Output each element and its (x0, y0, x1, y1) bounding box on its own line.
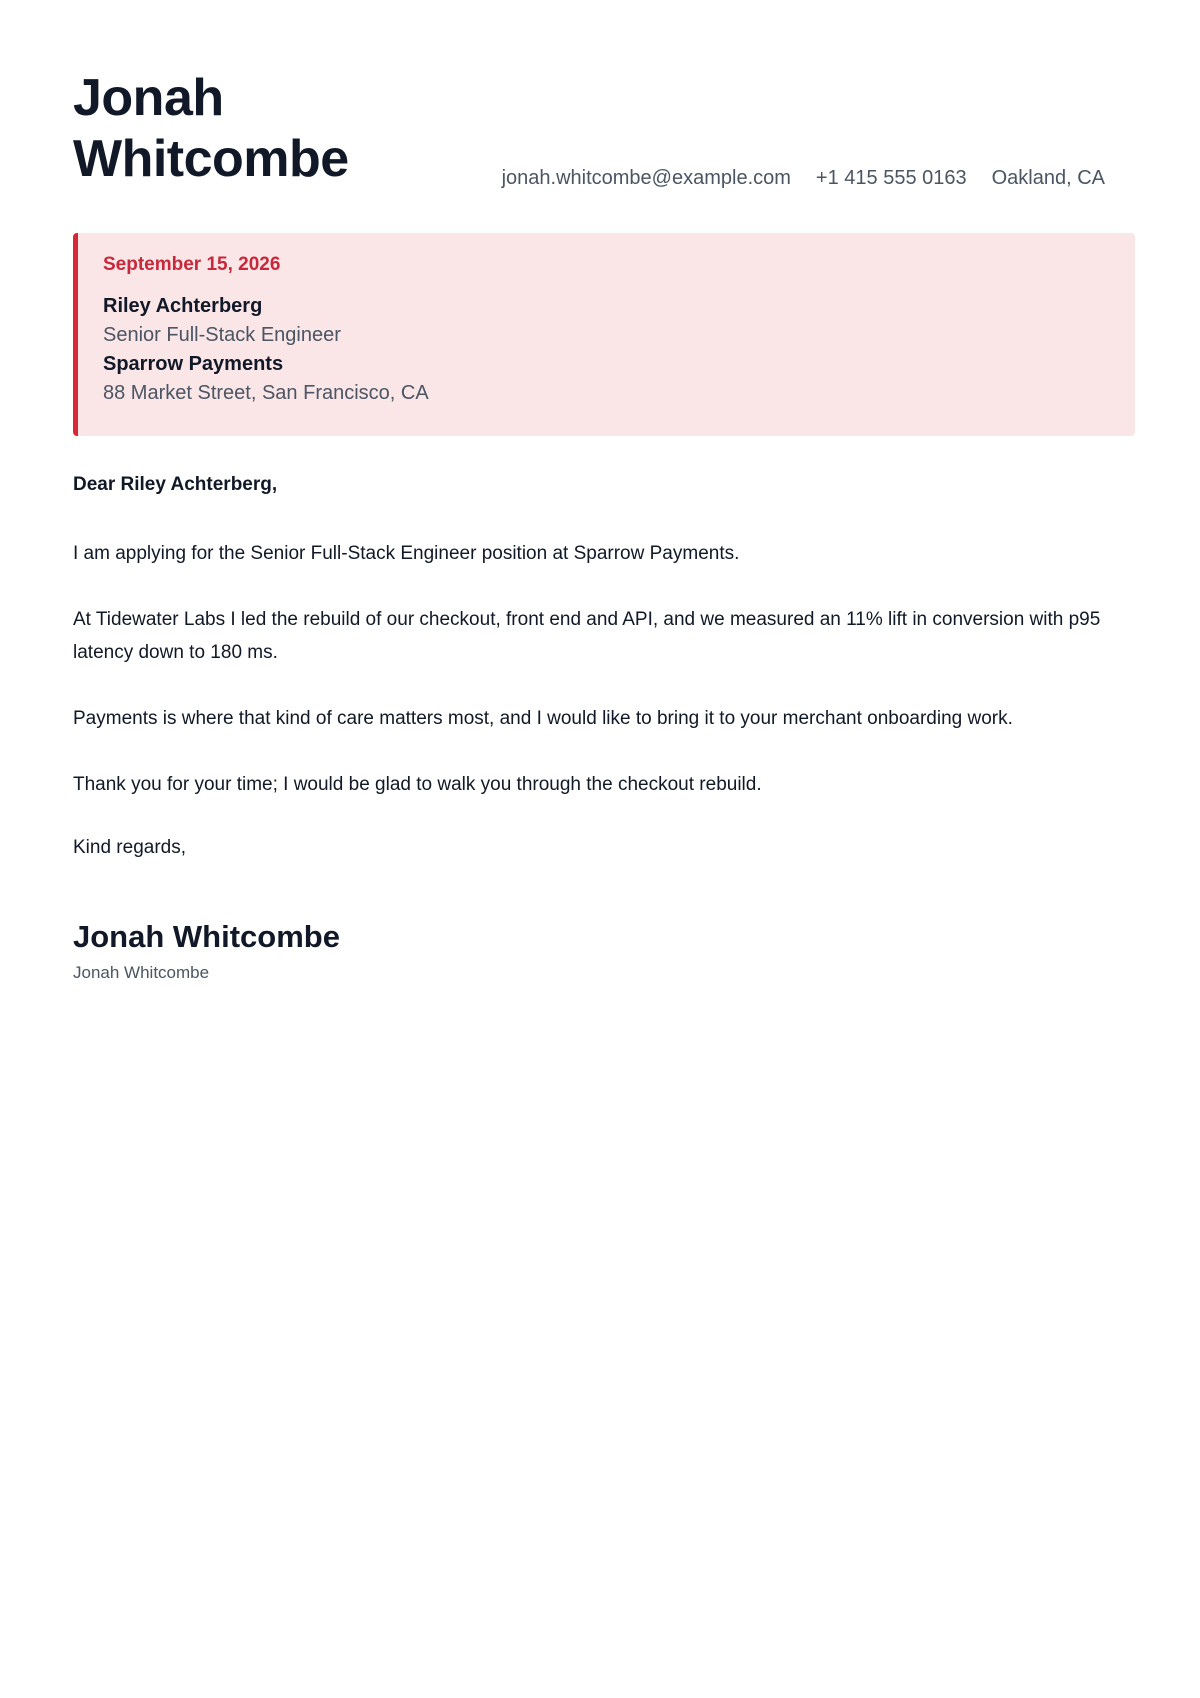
contact-email[interactable]: jonah.whitcombe@example.com (501, 167, 791, 189)
sender-last-name: Whitcombe (73, 130, 349, 188)
sender-first-name: Jonah (73, 69, 224, 127)
contact-info (502, 166, 1105, 190)
letter-body (73, 471, 1135, 862)
letter-date: September 15, 2026 (103, 254, 281, 275)
cover-letter-page (73, 68, 1135, 982)
recipient-address: 88 Market Street, San Francisco, CA (103, 382, 429, 404)
letter-header (73, 68, 1135, 195)
recipient-block (73, 233, 1135, 436)
body-paragraph: At Tidewater Labs I led the rebuild of our checkout, front end and API, and we measured an 11% lift in conversion with p95 latency down to 180 ms. (73, 609, 1101, 663)
recipient-company: Sparrow Payments (103, 353, 284, 375)
body-paragraph: Thank you for your time; I would be glad to walk you through the checkout rebuild. (73, 774, 762, 795)
recipient-name: Riley Achterberg (103, 295, 263, 317)
closing: Kind regards, (73, 837, 187, 858)
signature-printed-name: Jonah Whitcombe (73, 963, 210, 982)
contact-phone[interactable]: +1 415 555 0163 (815, 167, 967, 189)
salutation: Dear Riley Achterberg, (73, 474, 278, 495)
sender-name (73, 68, 349, 190)
signature-name: Jonah Whitcombe (73, 919, 340, 954)
body-paragraph: Payments is where that kind of care matters most, and I would like to bring it to your merchant onboarding work. (73, 708, 1013, 729)
recipient-title: Senior Full-Stack Engineer (103, 324, 341, 346)
contact-location: Oakland, CA (991, 167, 1105, 189)
body-paragraph: I am applying for the Senior Full-Stack Engineer position at Sparrow Payments. (73, 543, 740, 564)
